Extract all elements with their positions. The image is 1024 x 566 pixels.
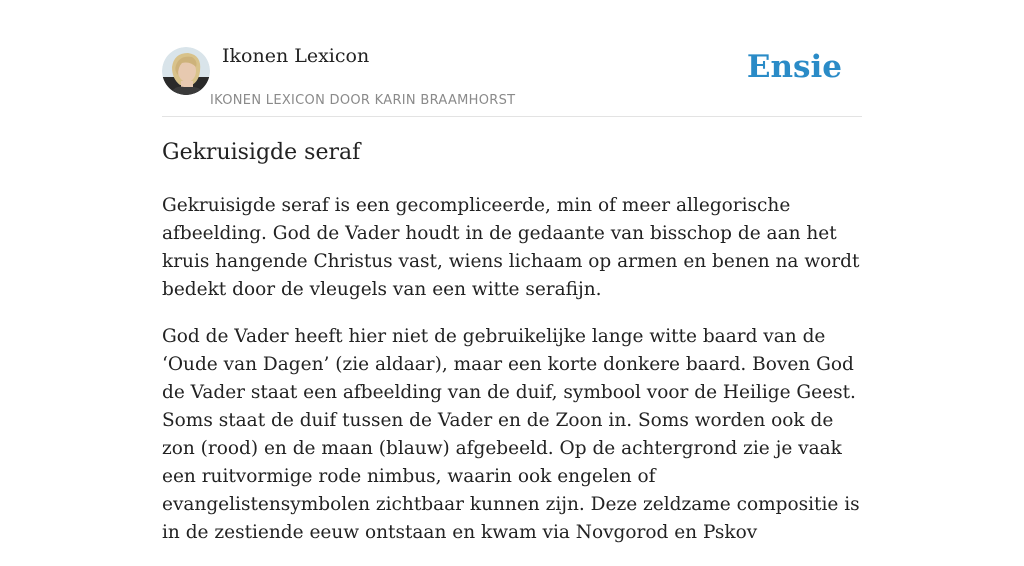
page-container (162, 0, 862, 543)
author-subtitle[interactable]: IKONEN LEXICON DOOR KARIN BRAAMHORST (210, 93, 516, 108)
article-title: Gekruisigde seraf (162, 140, 361, 165)
article-paragraph: God de Vader heeft hier niet de gebruikelijke lange witte baard van de ‘Oude van Dagen’ (zie aldaar), maar een korte donkere baard. Boven God de Vader staat een afbeelding van de duif, symbool voor de Heilige Geest. Soms staat de duif tussen de Vader en de Zoon in. Soms worden ook de zon (rood) en de maan (blauw) afgebeeld. Op de achtergrond zie je vaak een ruitvormige rode nimbus, waarin ook engelen of evangelistensymbolen zichtbaar kunnen zijn. Deze zeldzame compositie is in de zestiende eeuw ontstaan en kwam via Novgorod en Pskov (162, 326, 860, 543)
author-name[interactable]: Ikonen Lexicon (222, 45, 370, 67)
article-paragraph: Gekruisigde seraf is een gecompliceerde, min of meer allegorische afbeelding. God de Vader houdt in de gedaante van bisschop de aan het kruis hangende Christus vast, wiens lichaam op armen en benen na wordt bedekt door de vleugels van een witte serafijn. (162, 195, 860, 300)
ensie-logo[interactable]: Ensie (746, 49, 842, 85)
site-header (162, 0, 862, 117)
article-body (162, 192, 862, 566)
avatar-portrait-icon (162, 47, 210, 95)
author-avatar[interactable] (162, 47, 210, 95)
